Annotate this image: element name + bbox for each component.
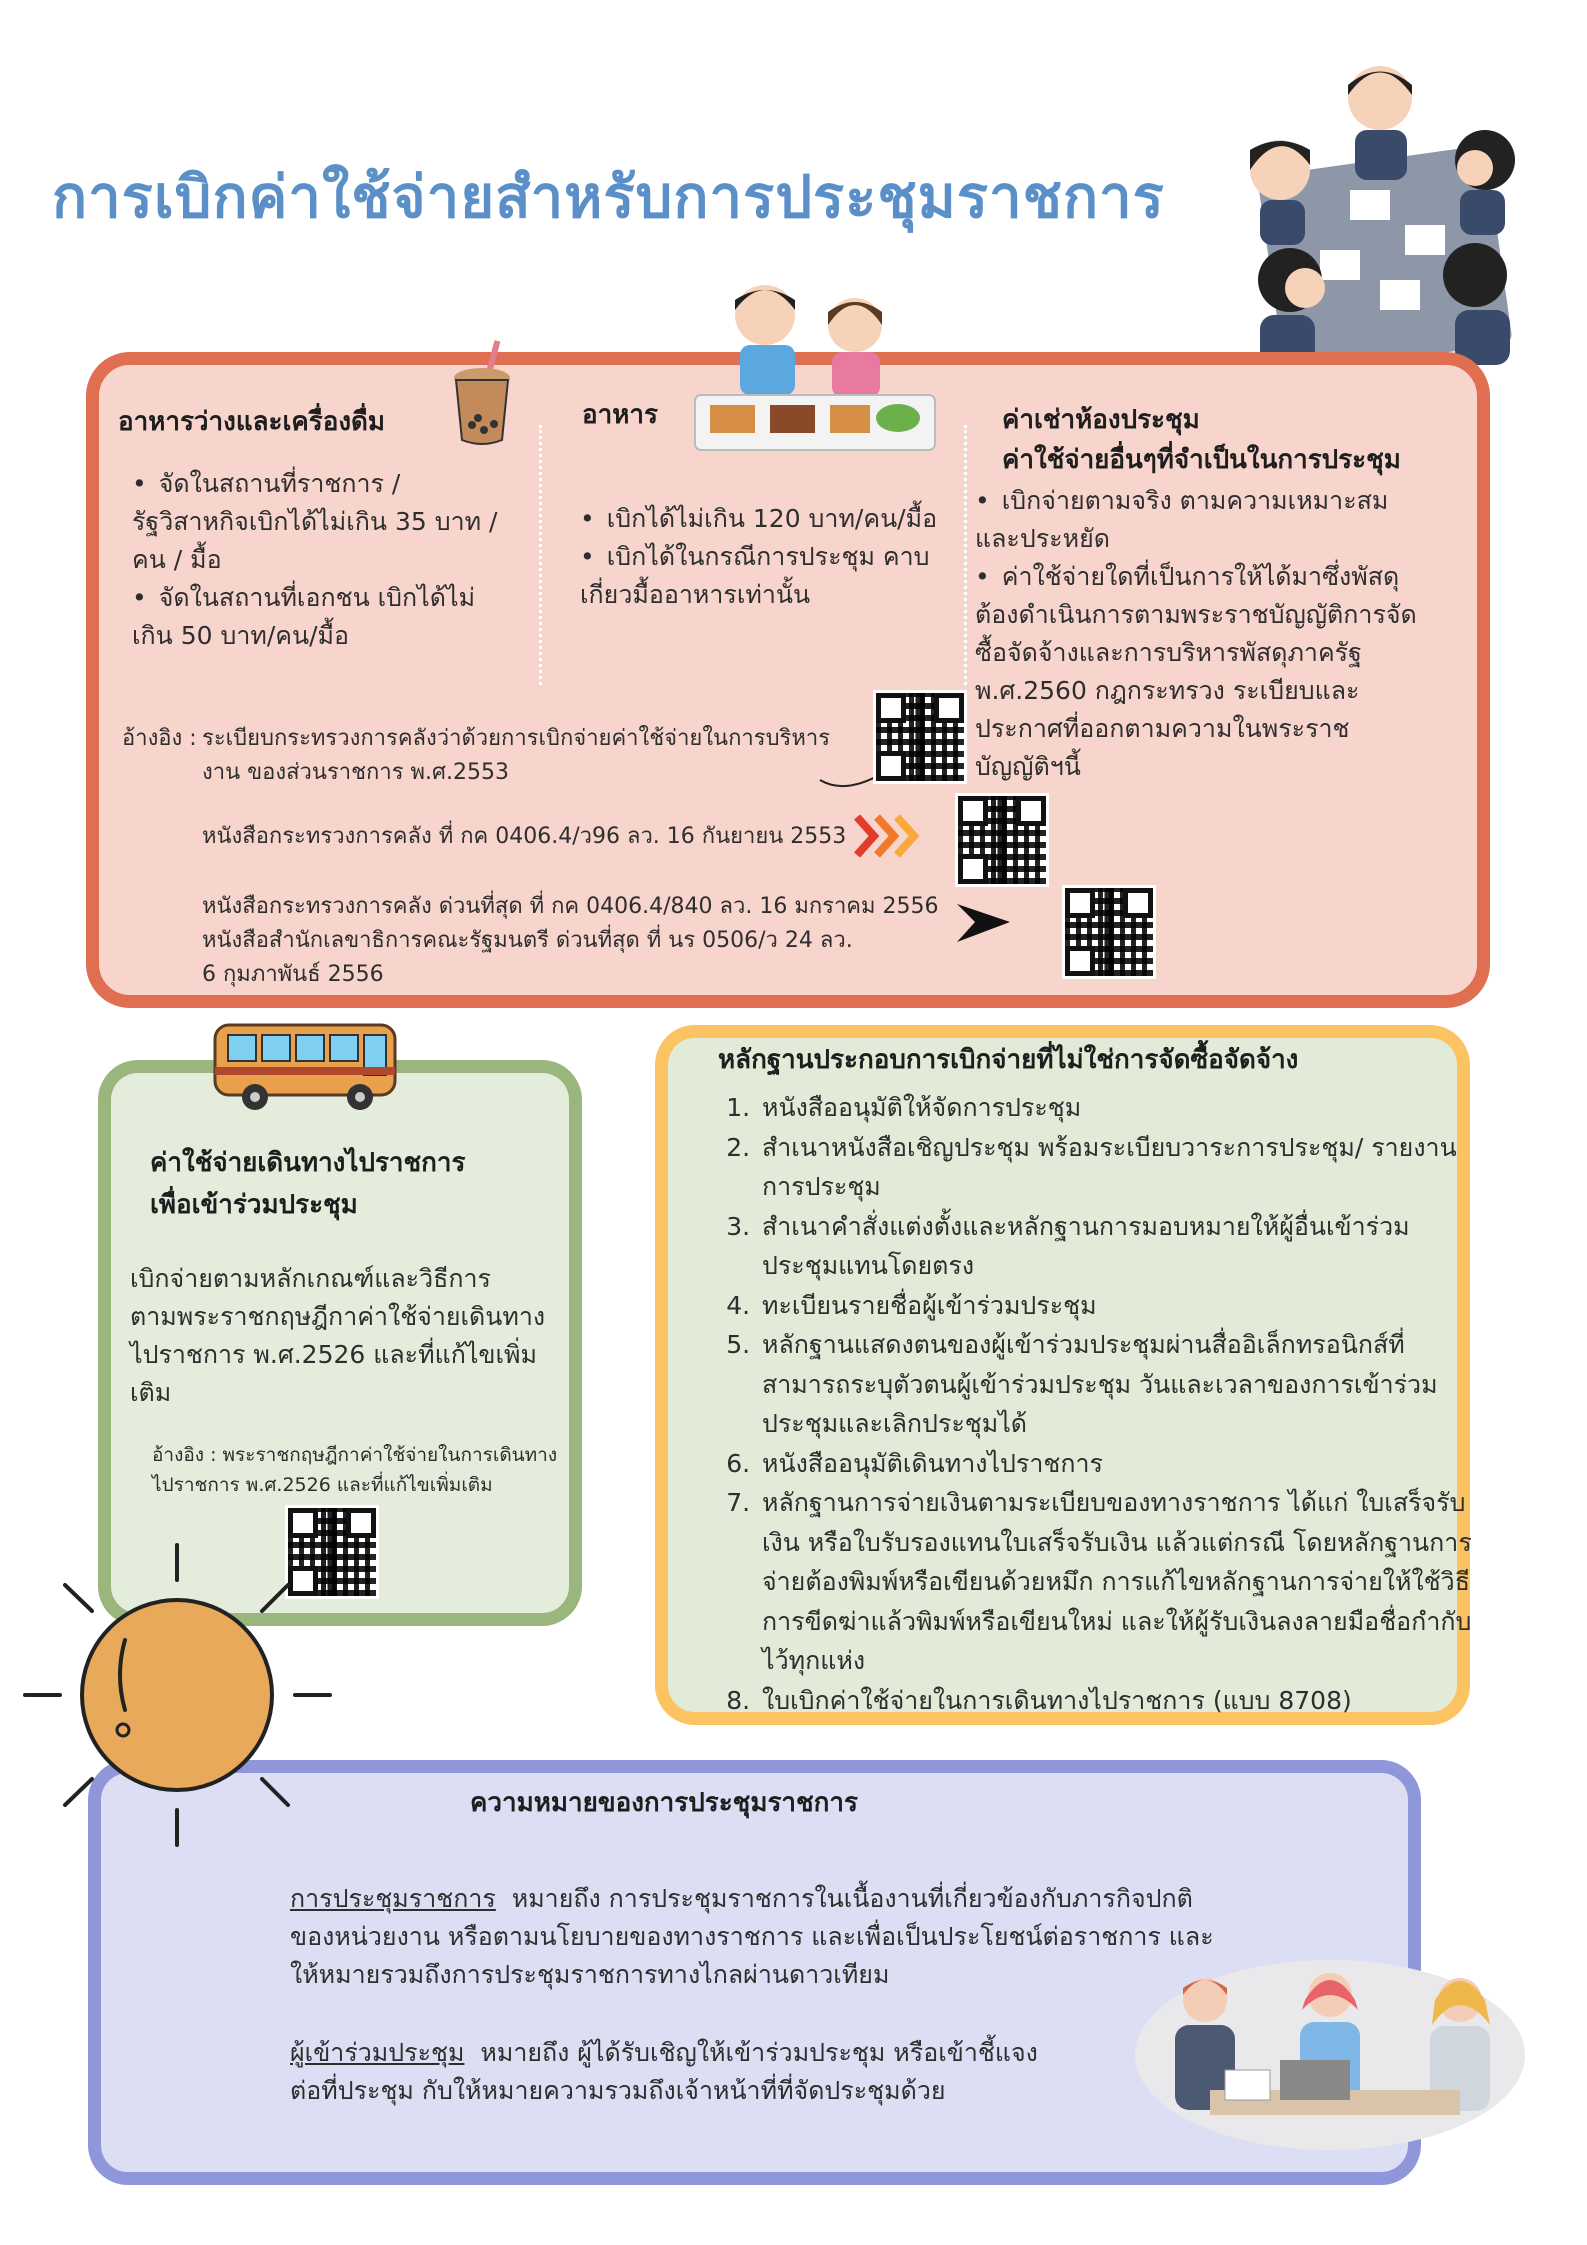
- def-official-meeting: หมายถึง การประชุมราชการในเนื้องานที่เกี่ยวข้องกับภารกิจปกติของหน่วยงาน หรือตามนโยบายของทางราชการ และเพื่อเป็นประโยชน์ต่อราชการ และให้หมายรวมถึงการประชุมราชการทางไกลผ่านดาวเทียม: [290, 1884, 1214, 1989]
- evidence-item: 8. ใบเบิกค่าใช้จ่ายในการเดินทางไปราชการ (แบบ 8708): [758, 1681, 1478, 1721]
- bubble-tea-icon: [450, 340, 520, 450]
- snacks-item: • จัดในสถานที่ราชการ / รัฐวิสาหกิจเบิกได้ไม่เกิน 35 บาท / คน / มื้อ: [132, 465, 512, 579]
- snacks-heading: อาหารว่างและเครื่องดื่ม: [118, 407, 386, 437]
- evidence-item: 6. หนังสืออนุมัติเดินทางไปราชการ: [758, 1444, 1478, 1484]
- meeting-people-icon: [1230, 50, 1530, 390]
- room-item: • เบิกจ่ายตามจริง ตามความเหมาะสมและประหยัด: [975, 482, 1430, 558]
- meaning-heading: ความหมายของการประชุมราชการ: [470, 1788, 858, 1818]
- bus-icon: [210, 1015, 400, 1115]
- travel-heading: ค่าใช้จ่ายเดินทางไปราชการ: [150, 1148, 466, 1178]
- meaning-def-1: [290, 1880, 1220, 1994]
- evidence-item: 3. สำเนาคำสั่งแต่งตั้งและหลักฐานการมอบหมายให้ผู้อื่นเข้าร่วมประชุมแทนโดยตรง: [758, 1207, 1478, 1286]
- qr-code-icon[interactable]: [1062, 885, 1156, 979]
- room-item: • ค่าใช้จ่ายใดที่เป็นการให้ได้มาซึ่งพัสดุต้องดำเนินการตามพระราชบัญญัติการจัดซื้อจัดจ้างและการบริหารพัสดุภาครัฐ พ.ศ.2560 กฎกระทรวง ระเบียบและประกาศที่ออกตามความในพระราชบัญญัติฯนี้: [975, 558, 1430, 786]
- travel-ref: อ้างอิง : พระราชกฤษฎีกาค่าใช้จ่ายในการเดินทางไปราชการ พ.ศ.2526 และที่แก้ไขเพิ่มเติม: [152, 1444, 558, 1496]
- evidence-item: 7. หลักฐานการจ่ายเงินตามระเบียบของทางราชการ ได้แก่ ใบเสร็จรับเงิน หรือใบรับรองแทนใบเสร็จรับเงิน แล้วแต่กรณี โดยหลักฐานการจ่ายต้องพิมพ์หรือเขียนด้วยหมึก การแก้ไขหลักฐานการจ่ายให้ใช้วิธีการขีดฆ่าแล้วพิมพ์หรือเขียนใหม่ และให้ผู้รับเงินลงลายมือชื่อกำกับไว้ทุกแห่ง: [758, 1483, 1478, 1681]
- refs-label: อ้างอิง :: [122, 726, 197, 751]
- sun-icon: [20, 1535, 340, 1855]
- meaning-def-2: [290, 2034, 1050, 2110]
- other-expense-heading: ค่าใช้จ่ายอื่นๆที่จำเป็นในการประชุม: [1002, 445, 1401, 475]
- ref-letter-2: หนังสือกระทรวงการคลัง ด่วนที่สุด ที่ กค 0406.4/840 ลว. 16 มกราคม 2556: [202, 894, 939, 919]
- meals-list: [580, 500, 950, 614]
- evidence-list: [718, 1088, 1478, 1720]
- kids-food-icon: [690, 270, 940, 455]
- evidence-item: 2. สำเนาหนังสือเชิญประชุม พร้อมระเบียบวาระการประชุม/ รายงานการประชุม: [758, 1128, 1478, 1207]
- qr-code-icon[interactable]: [873, 690, 967, 784]
- page-title: การเบิกค่าใช้จ่ายสำหรับการประชุมราชการ: [52, 163, 1165, 231]
- qr-code-icon[interactable]: [955, 793, 1049, 887]
- arrow-icon: [852, 812, 922, 860]
- room-heading: ค่าเช่าห้องประชุม: [1002, 405, 1200, 435]
- term-participant: ผู้เข้าร่วมประชุม: [290, 2038, 465, 2067]
- office-workers-icon: [1130, 1950, 1530, 2150]
- ref-letter-3: หนังสือสำนักเลขาธิการคณะรัฐมนตรี ด่วนที่สุด ที่ นร 0506/ว 24 ลว. 6 กุมภาพันธ์ 2556: [202, 928, 853, 987]
- travel-subheading: เพื่อเข้าร่วมประชุม: [150, 1190, 358, 1220]
- evidence-item: 4. ทะเบียนรายชื่อผู้เข้าร่วมประชุม: [758, 1286, 1478, 1326]
- evidence-item: 5. หลักฐานแสดงตนของผู้เข้าร่วมประชุมผ่านสื่ออิเล็กทรอนิกส์ที่สามารถระบุตัวตนผู้เข้าร่วมประชุม วันและเวลาของการเข้าร่วมประชุมและเลิกประชุมได้: [758, 1325, 1478, 1444]
- ref-letter-1: หนังสือกระทรวงการคลัง ที่ กค 0406.4/ว96 ลว. 16 กันยายน 2553: [202, 824, 847, 849]
- meals-item: • เบิกได้ไม่เกิน 120 บาท/คน/มื้อ: [580, 500, 950, 538]
- travel-body: เบิกจ่ายตามหลักเกณฑ์และวิธีการตามพระราชกฤษฎีกาค่าใช้จ่ายเดินทางไปราชการ พ.ศ.2526 และที่แก้ไขเพิ่มเติม: [130, 1264, 546, 1407]
- arrow-icon: [955, 900, 1015, 945]
- evidence-item: 1. หนังสืออนุมัติให้จัดการประชุม: [758, 1088, 1478, 1128]
- room-list: [975, 482, 1430, 786]
- meals-heading: อาหาร: [582, 400, 658, 430]
- evidence-heading: หลักฐานประกอบการเบิกจ่ายที่ไม่ใช่การจัดซื้อจัดจ้าง: [718, 1045, 1299, 1075]
- def-participant: หมายถึง ผู้ได้รับเชิญให้เข้าร่วมประชุม หรือเข้าชี้แจงต่อที่ประชุม กับให้หมายความรวมถึงเจ้าหน้าที่ที่จัดประชุมด้วย: [290, 2038, 1038, 2105]
- snacks-list: [132, 465, 512, 655]
- meals-item: • เบิกได้ในกรณีการประชุม คาบเกี่ยวมื้ออาหารเท่านั้น: [580, 538, 950, 614]
- snacks-item: • จัดในสถานที่เอกชน เบิกได้ไม่เกิน 50 บาท/คน/มื้อ: [132, 579, 512, 655]
- term-official-meeting: การประชุมราชการ: [290, 1884, 496, 1913]
- ref-regulation: ระเบียบกระทรวงการคลังว่าด้วยการเบิกจ่ายค่าใช้จ่ายในการบริหารงาน ของส่วนราชการ พ.ศ.2553: [202, 726, 831, 785]
